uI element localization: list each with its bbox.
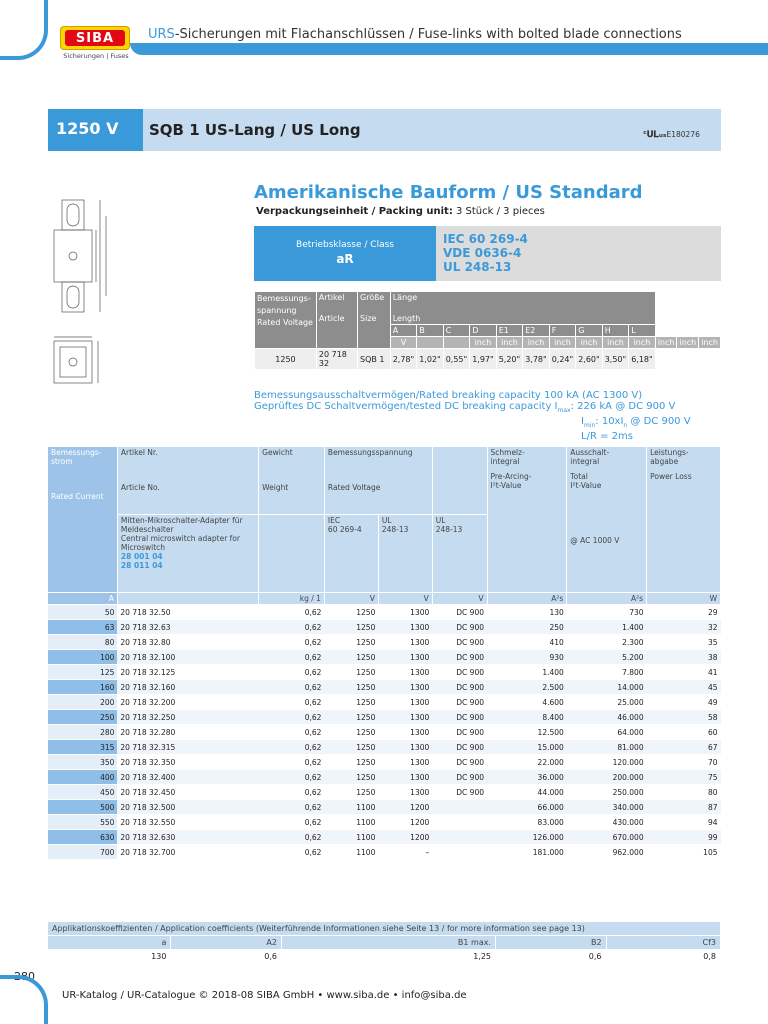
table-cell: 1250 [324,620,378,635]
page-number: 280 [14,970,35,983]
table-cell: 20 718 32.50 [117,605,258,620]
table-cell: DC 900 [432,620,487,635]
coef-value: 130 [48,950,171,964]
table-cell: 50 [48,605,118,620]
dim-value: 1,97" [470,349,497,370]
table-cell: 12.500 [487,725,567,740]
breaking-capacity: Bemessungsausschaltvermögen/Rated breaking capacity 100 kA (AC 1300 V) Geprüftes DC Schaltvermögen/tested DC breaking capacity $I_{max}$: 226 kA @ DC 900 V $I_{min}$: $10xI_n$ @ DC 900 V L/R = 2ms [254,390,691,442]
table-cell: 14.000 [567,680,647,695]
table-cell [432,815,487,830]
table-cell: 1.400 [487,665,567,680]
table-cell: 1250 [324,785,378,800]
table-cell: 1300 [378,635,432,650]
dim-unit: inch [496,337,523,349]
table-cell: 1300 [378,755,432,770]
coef-header: A2 [171,936,282,950]
table-cell: 1.400 [567,620,647,635]
table-cell: 20 718 32.160 [117,680,258,695]
table-cell: DC 900 [432,635,487,650]
table-cell: 1300 [378,665,432,680]
page-header-title: URS-Sicherungen mit Flachanschlüssen / Fuse-links with bolted blade connections [148,27,682,42]
logo-subtitle: Sicherungen | Fuses [63,52,129,60]
dim-unit [417,337,444,349]
table-row [48,740,721,755]
section-title: Amerikanische Bauform / US Standard [254,182,643,203]
table-row [48,710,721,725]
table-cell: 1300 [378,605,432,620]
table-cell: 1200 [378,830,432,845]
table-cell: 80 [48,635,118,650]
table-row [48,605,721,620]
dim-unit: inch [655,337,677,349]
table-cell: 60 [647,725,721,740]
table-cell: 67 [647,740,721,755]
table-cell: 36.000 [487,770,567,785]
table-cell: 0,62 [259,605,325,620]
table-cell: 700 [48,845,118,860]
table-cell: DC 900 [432,680,487,695]
table-cell: 340.000 [567,800,647,815]
table-cell: 41 [647,665,721,680]
table-cell [432,830,487,845]
table-cell: DC 900 [432,650,487,665]
table-cell: 1100 [324,800,378,815]
table-cell: 2.500 [487,680,567,695]
dim-unit: inch [602,337,629,349]
dim-unit: inch [576,337,603,349]
table-cell: 1250 [324,650,378,665]
table-row [48,695,721,710]
table-cell: 81.000 [567,740,647,755]
table-cell: 35 [647,635,721,650]
table-cell: 20 718 32.400 [117,770,258,785]
table-cell: 0,62 [259,785,325,800]
table-cell: 730 [567,605,647,620]
table-cell: 20 718 32.80 [117,635,258,650]
table-cell: 58 [647,710,721,725]
table-cell: 130 [487,605,567,620]
corner-decoration [0,0,48,60]
table-row [48,650,721,665]
dim-unit: inch [470,337,497,349]
table-cell: 0,62 [259,710,325,725]
coef-value: 0,6 [496,950,607,964]
table-cell: 20 718 32.700 [117,845,258,860]
table-cell: DC 900 [432,710,487,725]
table-cell: 38 [647,650,721,665]
dim-unit: inch [549,337,576,349]
table-cell: 46.000 [567,710,647,725]
dim-unit: inch [677,337,699,349]
dim-col-header: E1 [496,325,523,337]
coef-value: 1,25 [281,950,495,964]
ul-mark-icon: ᶜ𝐔𝐋ᵤₛ [643,130,667,140]
table-cell: 1300 [378,620,432,635]
table-cell: 20 718 32.200 [117,695,258,710]
dim-col-header: B [417,325,444,337]
table-row [48,800,721,815]
table-cell: 20 718 32.100 [117,650,258,665]
corner-decoration-bottom [0,975,48,1024]
dim-col-header: L [629,325,656,337]
table-cell: 1100 [324,815,378,830]
table-cell: 0,62 [259,620,325,635]
dim-col-header: E2 [523,325,550,337]
table-cell: 1200 [378,815,432,830]
dim-value: 2,60" [576,349,603,370]
table-row [48,770,721,785]
unit-cell: V [324,593,378,605]
table-cell: 49 [647,695,721,710]
table-cell: 1100 [324,830,378,845]
table-cell: DC 900 [432,695,487,710]
table-cell: 962.000 [567,845,647,860]
dim-col-header: G [576,325,603,337]
table-cell: 1300 [378,725,432,740]
table-cell: 94 [647,815,721,830]
table-cell: 400 [48,770,118,785]
table-cell: 500 [48,800,118,815]
table-cell: 8.400 [487,710,567,725]
table-cell: DC 900 [432,755,487,770]
table-cell: 0,62 [259,845,325,860]
table-cell: 1250 [324,725,378,740]
voltage-label: 1250 V [48,109,143,151]
footer-text: UR-Katalog / UR-Catalogue © 2018-08 SIBA GmbH • www.siba.de • info@siba.de [62,990,467,1001]
table-cell: 1250 [324,770,378,785]
table-cell: 930 [487,650,567,665]
table-cell: 250 [48,710,118,725]
coef-header: Cf3 [606,936,720,950]
table-cell: 1250 [324,680,378,695]
coef-header: a [48,936,171,950]
table-cell: 0,62 [259,830,325,845]
table-cell: 20 718 32.315 [117,740,258,755]
table-row [48,680,721,695]
dim-col-header: F [549,325,576,337]
table-row [48,725,721,740]
table-cell: 22.000 [487,755,567,770]
table-cell: 20 718 32.550 [117,815,258,830]
table-row [48,785,721,800]
table-cell: 45 [647,680,721,695]
table-cell: 0,62 [259,815,325,830]
table-cell: 200 [48,695,118,710]
table-cell: 160 [48,680,118,695]
dimensions-table: Bemessungs-spannung Rated Voltage Artikel Article Größe Size Länge Length A B C D E1 E2 F G H L V inch inch inch inch inch inch inch inch inch inch 1250 20 718 32 SQB 1 2,78" 1,02" 0,55" 1,97" 5,20" 3,78" 0,24" 2,60" 3,50" 6,18" [254,291,721,370]
table-cell: 20 718 32.450 [117,785,258,800]
dim-value: 1,02" [417,349,444,370]
table-cell: 1250 [324,695,378,710]
table-cell: 1250 [324,635,378,650]
table-cell: 181.000 [487,845,567,860]
table-cell: 29 [647,605,721,620]
table-cell: 1300 [378,710,432,725]
table-cell: DC 900 [432,740,487,755]
dim-col-header: C [443,325,470,337]
table-cell: 1250 [324,710,378,725]
table-cell: DC 900 [432,605,487,620]
table-row [48,635,721,650]
table-cell: 83.000 [487,815,567,830]
header-bar [130,43,768,55]
table-cell: 64.000 [567,725,647,740]
table-row [48,815,721,830]
table-cell: 410 [487,635,567,650]
table-cell: 670.000 [567,830,647,845]
dim-unit: inch [629,337,656,349]
dim-value: 2,78" [390,349,417,370]
unit-cell: A²s [487,593,567,605]
unit-cell: A [48,593,118,605]
table-cell: 20 718 32.630 [117,830,258,845]
table-cell: 0,62 [259,680,325,695]
fuse-drawing [48,196,128,391]
dim-value: 6,18" [629,349,656,370]
table-cell: 0,62 [259,695,325,710]
table-cell: 100 [48,650,118,665]
table-row [48,665,721,680]
table-cell: 63 [48,620,118,635]
table-cell: 75 [647,770,721,785]
table-cell: 5.200 [567,650,647,665]
table-row [48,755,721,770]
table-cell: 1250 [324,605,378,620]
table-cell: 126.000 [487,830,567,845]
dim-value: 1250 [255,349,317,370]
table-cell: 44.000 [487,785,567,800]
unit-cell: kg / 1 [259,593,325,605]
table-cell: 0,62 [259,635,325,650]
ul-cert: ᶜ𝐔𝐋ᵤₛE180276 [643,130,700,140]
table-cell: 70 [647,755,721,770]
dim-value: 5,20" [496,349,523,370]
table-cell: 20 718 32.250 [117,710,258,725]
table-cell: 1300 [378,785,432,800]
table-cell: 450 [48,785,118,800]
table-cell [432,845,487,860]
table-cell: 280 [48,725,118,740]
class-box: Betriebsklasse / Class aR [254,226,436,281]
table-cell: 87 [647,800,721,815]
table-cell: 1250 [324,740,378,755]
unit-cell: V [378,593,432,605]
table-cell: 1250 [324,665,378,680]
dim-col-header: D [470,325,497,337]
table-cell: – [378,845,432,860]
table-cell: 250 [487,620,567,635]
packing-unit: Verpackungseinheit / Packing unit: 3 Stück / 3 pieces [256,206,545,217]
table-cell: DC 900 [432,725,487,740]
table-cell: 550 [48,815,118,830]
unit-cell: A²s [567,593,647,605]
dim-value: 20 718 32 [316,349,357,370]
table-cell: 125 [48,665,118,680]
table-cell: DC 900 [432,770,487,785]
dim-col-header: A [390,325,417,337]
table-cell: 0,62 [259,755,325,770]
table-cell: 1300 [378,770,432,785]
siba-logo: SIBA [60,26,130,50]
standards-box: IEC 60 269-4 VDE 0636-4 UL 248-13 [436,226,721,281]
table-cell: 20 718 32.350 [117,755,258,770]
table-cell: 4.600 [487,695,567,710]
table-cell: 430.000 [567,815,647,830]
table-cell: 105 [647,845,721,860]
dim-unit: V [390,337,417,349]
table-cell: 120.000 [567,755,647,770]
table-cell: 0,62 [259,650,325,665]
table-cell: 350 [48,755,118,770]
table-cell: 66.000 [487,800,567,815]
table-cell: 1300 [378,650,432,665]
table-cell: 0,62 [259,665,325,680]
coef-header: B2 [496,936,607,950]
table-cell: 1200 [378,800,432,815]
table-cell: 2.300 [567,635,647,650]
unit-cell: V [432,593,487,605]
dim-unit: inch [699,337,721,349]
coef-value: 0,8 [606,950,720,964]
dim-value: SQB 1 [358,349,391,370]
table-cell: 250.000 [567,785,647,800]
dim-col-header: H [602,325,629,337]
table-cell: DC 900 [432,785,487,800]
table-cell: 1300 [378,680,432,695]
table-cell: 0,62 [259,725,325,740]
table-cell: 15.000 [487,740,567,755]
table-cell: 630 [48,830,118,845]
dim-value: 3,78" [523,349,550,370]
table-cell: 200.000 [567,770,647,785]
table-cell: 20 718 32.125 [117,665,258,680]
table-row [48,830,721,845]
table-cell: 80 [647,785,721,800]
table-cell: 1300 [378,740,432,755]
ratings-table: Bemessungs-strom Rated Current Artikel Nr. Article No. Gewicht Weight Bemessungsspannung Rated Voltage Schmelz-integral Pre-Arcing- I²t-Value Ausschalt-integral Total I²t-Value @ AC 1000 V Leistungs-abgabe Power Loss Mitten-Mikroschalter-Adapter für Meldeschalter Central microswitch adapter for Microswitch 28 001 04 28 011 04 IEC 60 269-4 UL 248-13 UL 248-13 A kg / 1 V V V A²s A²s W 50 20 718 32.50 0,62 1250 1300 DC 900 130 730 29 63 20 718 32.63 0,62 1250 1300 DC 900 250 1.400 32 80 20 718 32.80 0,62 1250 1300 DC 900 410 2.300 35 100 20 718 32.100 0,62 1250 1300 DC 900 930 5.200 38 125 20 718 32.125 0,62 1250 1300 DC 900 1.400 7.800 41 160 20 718 32.160 0,62 1250 1300 DC 900 2.500 14.000 45 200 20 718 32.200 0,62 1250 1300 DC 900 4.600 25.000 49 250 20 718 32.250 0,62 1250 1300 DC 900 8.400 46.000 58 280 20 718 32.280 0,62 1250 1300 DC 900 12.500 64.000 60 315 20 718 32.315 0,62 1250 1300 DC 900 15.000 81.000 67 350 20 718 32.350 0,62 1250 1300 DC 900 22.000 120.000 70 400 20 718 32.400 0,62 1250 1300 DC 900 36.000 200.000 75 450 20 718 32.450 0,62 1250 1300 DC 900 44.000 250.000 80 500 20 718 32.500 0,62 1100 1200 66.000 340.000 87 550 20 718 32.550 0,62 1100 1200 83.000 430.000 94 630 20 718 32.630 0,62 1100 1200 126.000 670.000 99 700 20 718 32.700 0,62 1100 – 181.000 962.000 105 [47,446,721,860]
unit-cell [117,593,258,605]
dim-unit: inch [523,337,550,349]
table-row [48,620,721,635]
dim-value: 0,55" [443,349,470,370]
table-cell: DC 900 [432,665,487,680]
coef-value: 0,6 [171,950,282,964]
table-cell: 20 718 32.63 [117,620,258,635]
table-cell: 0,62 [259,800,325,815]
table-cell: 25.000 [567,695,647,710]
table-cell: 7.800 [567,665,647,680]
table-row [48,845,721,860]
table-cell: 32 [647,620,721,635]
table-cell: 1300 [378,695,432,710]
table-cell: 1250 [324,755,378,770]
table-cell: 99 [647,830,721,845]
table-cell: 20 718 32.280 [117,725,258,740]
dim-unit [443,337,470,349]
table-cell: 0,62 [259,740,325,755]
dim-value: 0,24" [549,349,576,370]
table-cell: 315 [48,740,118,755]
unit-cell: W [647,593,721,605]
table-cell: 20 718 32.500 [117,800,258,815]
dim-value: 3,50" [602,349,629,370]
table-cell: 0,62 [259,770,325,785]
table-cell [432,800,487,815]
application-coefficients: Applikationskoeffizienten / Application coefficients (Weiterführende Informationen siehe Seite 13 / for more information see page 13) a A2 B1 max. B2 Cf3 130 0,6 1,25 0,6 0,8 [47,921,721,964]
table-cell: 1100 [324,845,378,860]
product-title: SQB 1 US-Lang / US Long [143,109,721,151]
coef-header: B1 max. [281,936,495,950]
